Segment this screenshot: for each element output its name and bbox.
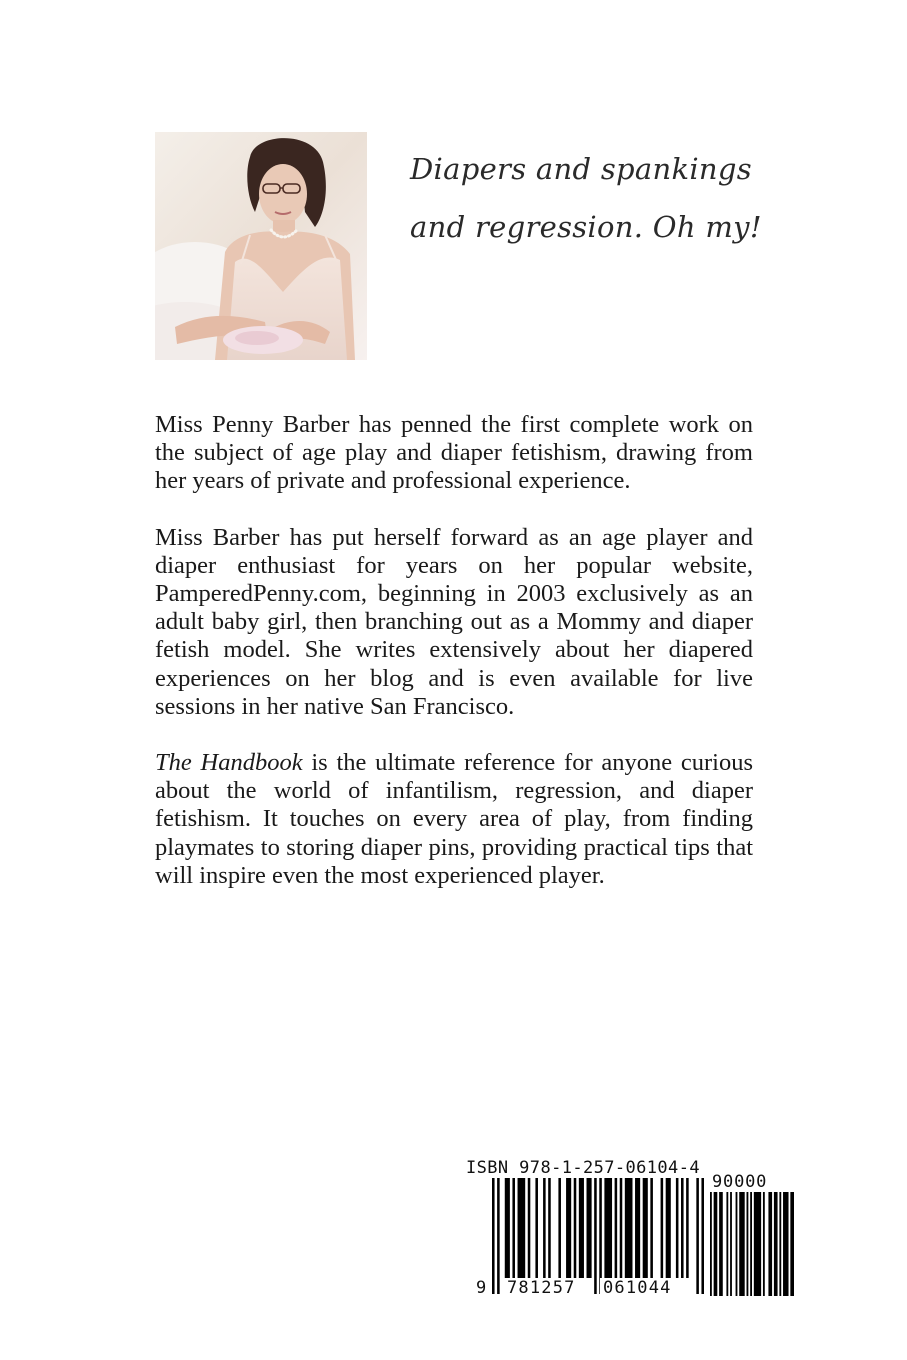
barcode-lead-digit: 9 <box>476 1278 487 1298</box>
barcode-bar <box>604 1178 612 1278</box>
price-code: 90000 <box>712 1172 768 1192</box>
barcode-bar <box>730 1192 732 1296</box>
tagline-line-1: Diapers and spankings <box>410 152 752 186</box>
barcode-bar <box>543 1178 546 1278</box>
barcode-bar <box>587 1178 592 1278</box>
barcode-bar <box>574 1178 577 1278</box>
barcode-bar <box>719 1192 723 1296</box>
barcode-bar <box>518 1178 526 1278</box>
barcode-bar <box>676 1178 679 1278</box>
barcode-bar <box>635 1178 640 1278</box>
barcode-bar <box>566 1178 571 1278</box>
book-title: The Handbook <box>155 749 303 777</box>
barcode-bar <box>548 1178 551 1278</box>
barcode-right-group: 061044 <box>600 1278 675 1298</box>
description-paragraph-3 <box>155 749 753 890</box>
barcode-bar <box>512 1178 515 1278</box>
barcode-bar <box>696 1178 699 1294</box>
barcode-bar <box>681 1178 684 1278</box>
barcode-addon-bars <box>710 1192 794 1296</box>
barcode-bar <box>710 1192 712 1296</box>
barcode-bar <box>754 1192 761 1296</box>
barcode-bar <box>579 1178 584 1278</box>
barcode-bar <box>779 1192 781 1296</box>
barcode-bar <box>714 1192 718 1296</box>
author-photo <box>155 132 367 360</box>
barcode-bar <box>747 1192 749 1296</box>
description-paragraph-3-text: is the ultimate reference for anyone curious about the world of infantilism, regression, and diaper fetishism. It touches on every area of play, from finding playmates to storing diaper pins, providing practical tips that will inspire even the most experienced player. <box>155 749 753 889</box>
description-paragraph-1: Miss Penny Barber has penned the first complete work on the subject of age play and diaper fetishism, drawing from her years of private and professional experience. <box>155 411 753 495</box>
barcode-bar <box>620 1178 623 1278</box>
isbn-barcode <box>462 1156 802 1316</box>
barcode-bar <box>736 1192 738 1296</box>
barcode-bar <box>650 1178 653 1278</box>
barcode-bar <box>625 1178 633 1278</box>
barcode-bar <box>528 1178 531 1278</box>
barcode-bar <box>783 1192 788 1296</box>
barcode-bar <box>686 1178 689 1278</box>
barcode-main-bars <box>492 1178 704 1294</box>
book-description <box>155 411 753 918</box>
barcode-left-group: 781257 <box>504 1278 579 1298</box>
barcode-bar <box>739 1192 744 1296</box>
barcode-bar <box>505 1178 510 1278</box>
barcode-bar <box>497 1178 500 1294</box>
barcode-bar <box>599 1178 602 1294</box>
barcode-bar <box>763 1192 765 1296</box>
barcode-bar <box>643 1178 648 1278</box>
barcode-bar <box>768 1192 772 1296</box>
barcode-bar <box>774 1192 778 1296</box>
barcode-bar <box>661 1178 664 1278</box>
author-photo-illustration <box>155 132 367 360</box>
barcode-bar <box>535 1178 538 1278</box>
barcode-bar <box>666 1178 671 1278</box>
description-paragraph-2: Miss Barber has put herself forward as an age player and diaper enthusiast for years on her popular website, PamperedPenny.com, beginning in 2003 exclusively as an adult baby girl, then branching out as a Mommy and diaper fetish model. She writes extensively about her diapered experiences on her blog and is even available for live sessions in her native San Francisco. <box>155 523 753 720</box>
barcode-bar <box>615 1178 618 1278</box>
barcode-bar <box>492 1178 495 1294</box>
barcode-bar <box>726 1192 728 1296</box>
barcode-bar <box>558 1178 561 1278</box>
tagline-line-2: and regression. Oh my! <box>410 210 762 244</box>
tagline <box>410 140 770 256</box>
barcode-bar <box>701 1178 704 1294</box>
barcode-bar <box>790 1192 794 1296</box>
barcode-bar <box>594 1178 597 1294</box>
isbn-label: ISBN 978-1-257-06104-4 <box>466 1158 700 1178</box>
barcode-bar <box>750 1192 752 1296</box>
